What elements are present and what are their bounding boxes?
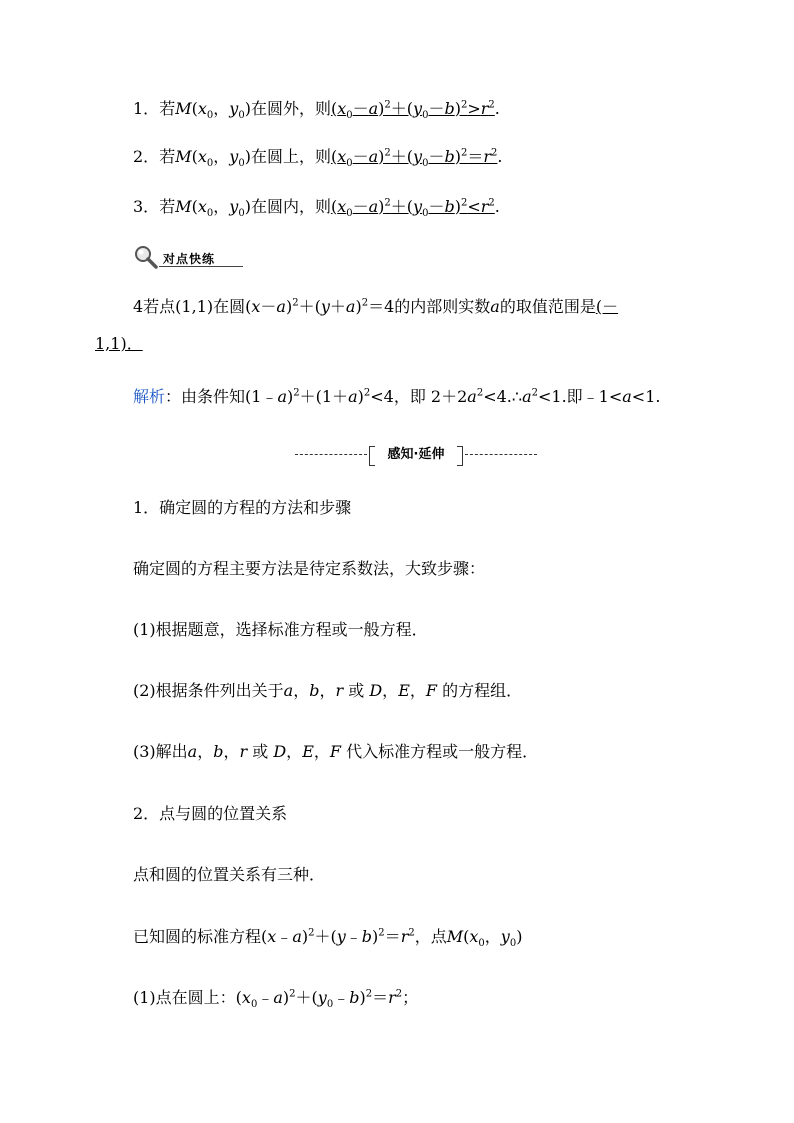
section1-title: 1．确定圆的方程的方法和步骤 [133, 498, 352, 517]
section2-title: 2．点与圆的位置关系 [133, 804, 288, 823]
practice-badge-label: 对点快练 [163, 252, 216, 266]
section1-intro: 确定圆的方程主要方法是待定系数法，大致步骤： [133, 559, 486, 578]
rule-3: 3．若$M(x_0$，$y_0$)在圆内，则$(x_0-a)^2+(y_0-b)^2<r^2$. [133, 197, 500, 220]
section-divider-label: 感知·延伸 [367, 444, 465, 466]
magnifier-icon [133, 244, 159, 270]
section2-known: 已知圆的标准方程$(x﹣a)^2+(y﹣b)^2=r^2$，点$M(x_0$，$y_0$) [133, 927, 523, 950]
section1-step2: (2)根据条件列出关于a，b，r 或 D，E，F 的方程组． [133, 681, 523, 700]
exercise-question: 4若点(1,1)在圆$(x-a)^2+(y+a)^2=4$的内部则实数a的取值范围是(－ [133, 297, 619, 316]
section2-intro: 点和圆的位置关系有三种． [133, 865, 326, 884]
practice-badge [133, 244, 243, 270]
rule-2: 2．若$M(x_0$，$y_0$)在圆上，则$(x_0-a)^2+(y_0-b)^2=r^2$. [133, 147, 503, 170]
exercise-answer-continued: 1,1)． [95, 334, 143, 353]
section2-case1: (1)点在圆上：$(x_0﹣a)^2+(y_0﹣b)^2=r^2$； [133, 988, 419, 1011]
section-divider [295, 444, 540, 466]
analysis: 解析：由条件知$(1﹣a)^2+(1+a)^2<4$，即 $2+2a^2<4.\therefore a^2<1$.即﹣1<a<1. [133, 387, 661, 406]
section1-step1: (1)根据题意，选择标准方程或一般方程． [133, 620, 428, 639]
analysis-label: 解析 [133, 387, 166, 406]
rule-1: 1．若$M(x_0$，$y_0$)在圆外，则$(x_0-a)^2+(y_0-b)^2>r^2$. [133, 99, 500, 122]
section1-step3: (3)解出a，b，r 或 D，E，F 代入标准方程或一般方程． [133, 742, 539, 761]
practice-badge-underline [159, 266, 243, 267]
